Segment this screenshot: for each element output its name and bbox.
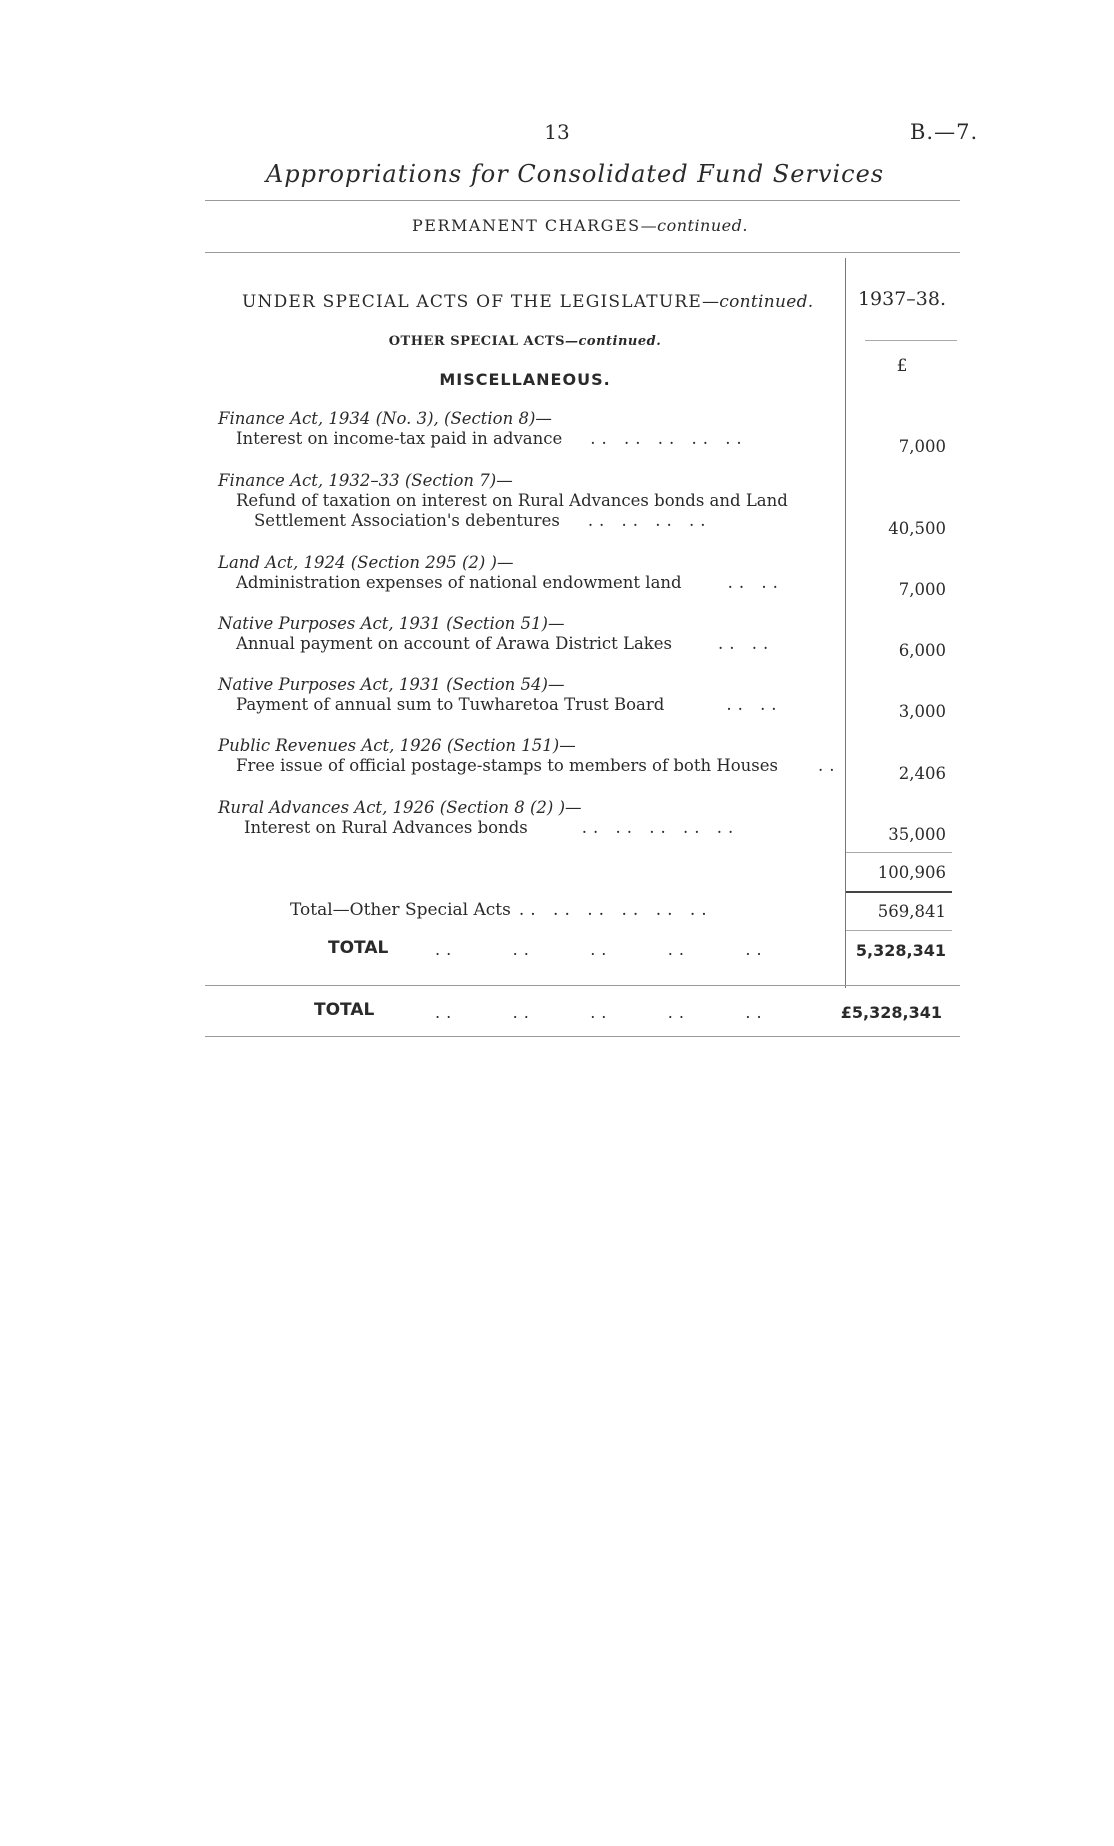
entry-description: Refund of taxation on interest on Rural Advances bonds and Land bbox=[236, 491, 788, 510]
appropriation-entry bbox=[218, 409, 838, 449]
entry-description-text: Settlement Association's debentures bbox=[254, 511, 560, 530]
entry-description: Annual payment on account of Arawa District Lakes .. .. bbox=[236, 634, 775, 653]
act-reference: Finance Act, 1934 (No. 3), (Section 8)— bbox=[218, 409, 552, 428]
subtotal-double-rule bbox=[846, 891, 952, 893]
appropriation-entry bbox=[218, 675, 838, 715]
grand-total-label: TOTAL bbox=[314, 1000, 375, 1020]
subsection-heading-main: OTHER SPECIAL ACTS bbox=[388, 334, 565, 349]
bottom-rule bbox=[205, 1036, 960, 1037]
grand-total-leader-dots: .. .. .. .. .. bbox=[435, 1003, 768, 1022]
appropriation-entry bbox=[218, 471, 838, 531]
appropriation-entry bbox=[218, 736, 841, 776]
entry-description-text: Administration expenses of national endowment land bbox=[236, 573, 682, 592]
act-reference: Finance Act, 1932–33 (Section 7)— bbox=[218, 471, 513, 490]
entry-description-text: Interest on Rural Advances bonds bbox=[244, 818, 528, 837]
total-rule bbox=[846, 930, 952, 931]
entry-amount: 3,000 bbox=[898, 702, 946, 721]
entry-description-text: Annual payment on account of Arawa District Lakes bbox=[236, 634, 673, 653]
grand-total-rule bbox=[205, 985, 960, 986]
grand-total-amount: £5,328,341 bbox=[840, 1003, 942, 1022]
subtotal-rule bbox=[846, 852, 952, 853]
page-title: Appropriations for Consolidated Fund Services bbox=[265, 160, 885, 188]
subtotal-amount: 100,906 bbox=[877, 863, 946, 882]
year-column-header: 1937–38. bbox=[857, 288, 947, 310]
other-special-acts-total-text: Total—Other Special Acts bbox=[290, 900, 511, 920]
entry-amount: 35,000 bbox=[888, 825, 946, 844]
subtitle-rule bbox=[205, 252, 960, 253]
document-reference: B.—7. bbox=[910, 120, 979, 144]
entry-description: Interest on Rural Advances bonds .. .. .. .. .. bbox=[244, 818, 740, 837]
act-reference: Native Purposes Act, 1931 (Section 51)— bbox=[218, 614, 565, 633]
category-heading: MISCELLANEOUS. bbox=[439, 370, 611, 389]
entry-description-text: Interest on income-tax paid in advance bbox=[236, 429, 563, 448]
total-leader-dots: .. .. .. .. .. bbox=[435, 940, 768, 959]
entry-amount: 2,406 bbox=[898, 764, 946, 783]
entry-description: Settlement Association's debentures .. .. .. .. bbox=[254, 511, 712, 530]
other-special-acts-total-label: Total—Other Special Acts .. .. .. .. .. .. bbox=[290, 900, 713, 920]
subtitle-continued: —continued. bbox=[640, 216, 748, 235]
act-reference: Public Revenues Act, 1926 (Section 151)— bbox=[218, 736, 576, 755]
subtitle-main: PERMANENT CHARGES bbox=[412, 216, 641, 235]
year-header-rule bbox=[865, 340, 957, 341]
subsection-heading-continued: —continued. bbox=[565, 334, 662, 349]
act-reference: Native Purposes Act, 1931 (Section 54)— bbox=[218, 675, 565, 694]
entry-description-text: Free issue of official postage-stamps to members of both Houses bbox=[236, 756, 778, 775]
entry-description: Free issue of official postage-stamps to members of both Houses .. bbox=[236, 756, 841, 775]
subsection-heading bbox=[205, 334, 845, 349]
act-reference: Rural Advances Act, 1926 (Section 8 (2) )— bbox=[218, 798, 582, 817]
total-amount: 5,328,341 bbox=[855, 941, 946, 960]
appropriation-entry bbox=[218, 614, 838, 654]
currency-column-header: £ bbox=[896, 356, 908, 376]
entry-amount: 6,000 bbox=[898, 641, 946, 660]
total-label: TOTAL bbox=[328, 938, 389, 958]
entry-amount: 7,000 bbox=[898, 437, 946, 456]
appropriation-entry bbox=[218, 553, 838, 593]
section-heading-continued: —continued. bbox=[701, 292, 814, 312]
entry-description: Interest on income-tax paid in advance .. .. .. .. .. bbox=[236, 429, 748, 448]
entry-amount: 7,000 bbox=[898, 580, 946, 599]
entry-amount: 40,500 bbox=[888, 519, 946, 538]
section-heading bbox=[242, 292, 814, 312]
other-special-acts-total-amount: 569,841 bbox=[877, 902, 946, 921]
title-rule bbox=[205, 200, 960, 201]
entry-description-text: Payment of annual sum to Tuwharetoa Trust Board bbox=[236, 695, 665, 714]
appropriation-entry bbox=[218, 798, 838, 838]
entry-description: Administration expenses of national endowment land .. .. bbox=[236, 573, 784, 592]
entry-description: Payment of annual sum to Tuwharetoa Trust Board .. .. bbox=[236, 695, 783, 714]
section-heading-main: UNDER SPECIAL ACTS OF THE LEGISLATURE bbox=[242, 292, 702, 312]
page-number: 13 bbox=[544, 120, 570, 144]
page-subtitle bbox=[205, 216, 955, 235]
act-reference: Land Act, 1924 (Section 295 (2) )— bbox=[218, 553, 514, 572]
